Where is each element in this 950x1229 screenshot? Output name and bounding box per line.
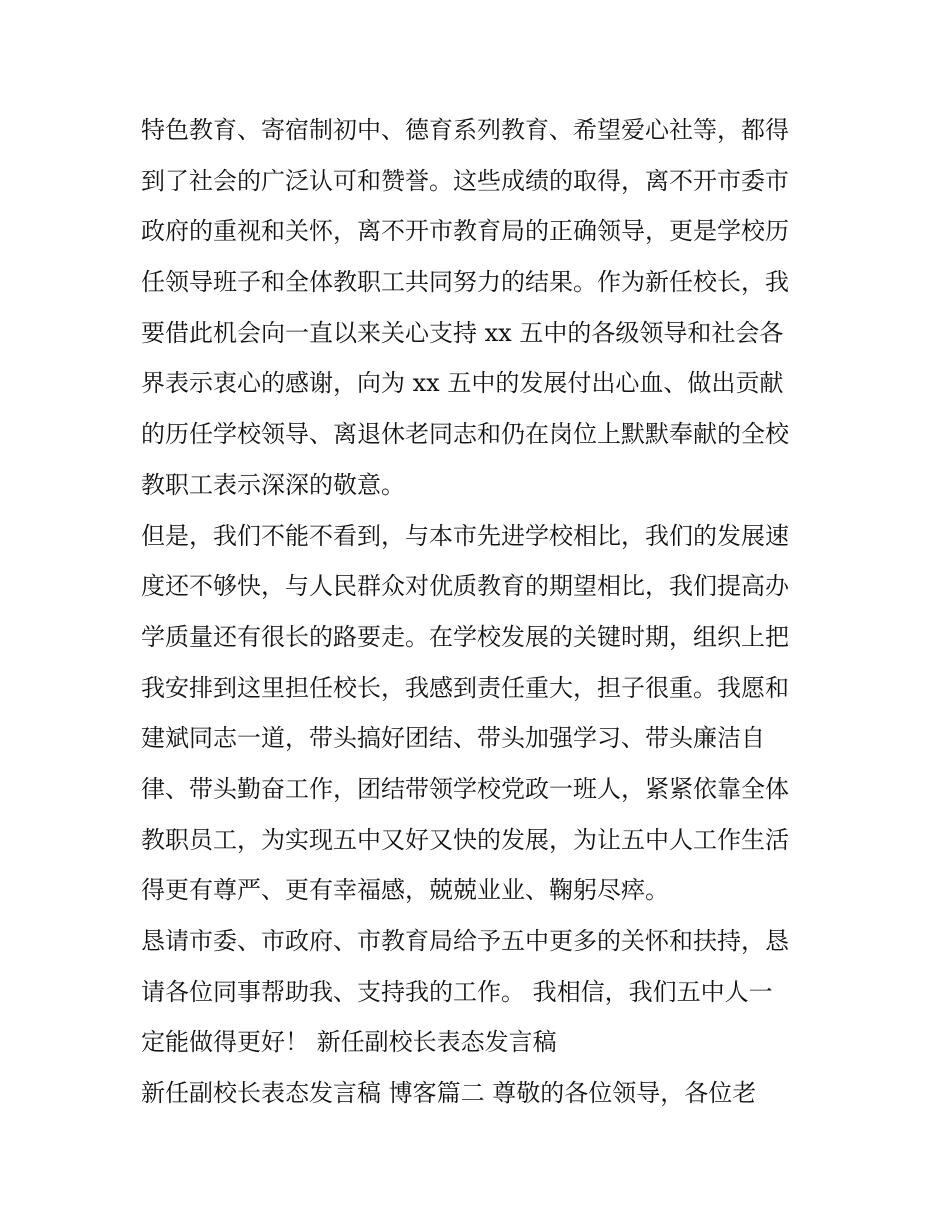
text-line: 学质量还有很长的路要走。在学校发展的关键时期，组织上把: [141, 622, 789, 651]
text-line: 定能做得更好！ 新任副校长表态发言稿: [141, 1028, 557, 1057]
text-line: 建斌同志一道，带头搞好团结、带头加强学习、带头廉洁自: [141, 724, 765, 753]
body-text: [141, 105, 821, 1119]
text-line: 新任副校长表态发言稿 博客篇二 尊敬的各位领导，各位老: [141, 1079, 757, 1108]
text-line: 教职工表示深深的敬意。: [141, 470, 405, 499]
text-line: 的历任学校领导、离退休老同志和仍在岗位上默默奉献的全校: [141, 420, 789, 449]
text-line: 界表示衷心的感谢，向为 xx 五中的发展付出心血、做出贡献: [141, 369, 784, 398]
text-line: 教职员工，为实现五中又好又快的发展，为让五中人工作生活: [141, 825, 789, 854]
text-line: 到了社会的广泛认可和赞誉。这些成绩的取得，离不开市委市: [141, 166, 789, 195]
text-line: 要借此机会向一直以来关心支持 xx 五中的各级领导和社会各: [141, 318, 784, 347]
text-line: 任领导班子和全体教职工共同努力的结果。作为新任校长，我: [141, 268, 789, 297]
text-line: 我安排到这里担任校长，我感到责任重大，担子很重。我愿和: [141, 673, 789, 702]
text-line: 但是，我们不能不看到，与本市先进学校相比，我们的发展速: [141, 521, 789, 550]
text-line: 度还不够快，与人民群众对优质教育的期望相比，我们提高办: [141, 572, 789, 601]
text-line: 恳请市委、市政府、市教育局给予五中更多的关怀和扶持，恳: [141, 927, 789, 955]
text-line: 请各位同事帮助我、支持我的工作。 我相信，我们五中人一: [141, 977, 773, 1006]
text-line: 得更有尊严、更有幸福感，兢兢业业、鞠躬尽瘁。: [141, 876, 669, 905]
text-line: 律、带头勤奋工作，团结带领学校党政一班人，紧紧依靠全体: [141, 774, 789, 803]
text-line: 政府的重视和关怀，离不开市教育局的正确领导，更是学校历: [141, 217, 789, 246]
text-line: 特色教育、寄宿制初中、德育系列教育、希望爱心社等，都得: [141, 116, 789, 144]
